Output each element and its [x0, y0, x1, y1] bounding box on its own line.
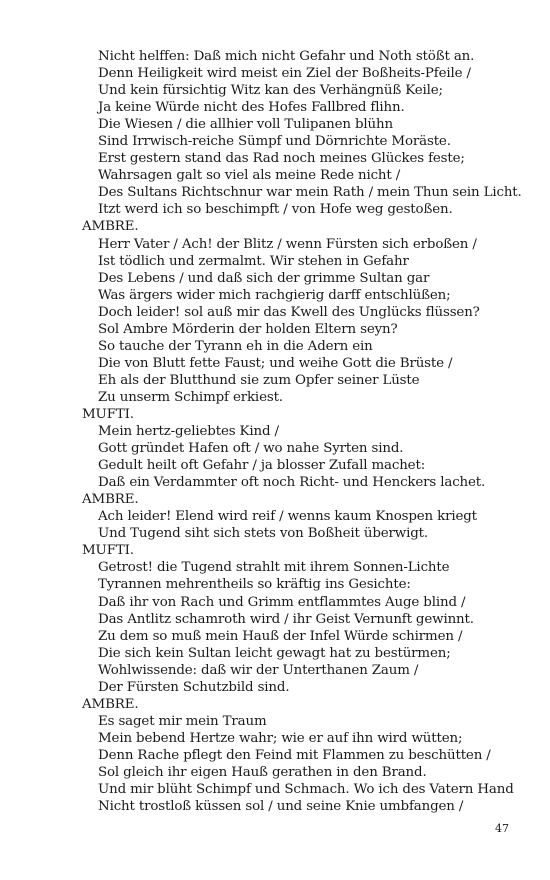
- verse-line: Und Tugend siht sich stets von Boßheit überwigt.: [98, 526, 428, 542]
- speaker-label: AMBRE.: [82, 696, 139, 712]
- verse-line: Erst gestern stand das Rad noch meines Glückes feste;: [98, 151, 465, 167]
- verse-line: Doch leider! sol auß mir das Kwell des Unglücks flüssen?: [98, 304, 480, 320]
- verse-line: Ja keine Würde nicht des Hofes Fallbred flihn.: [98, 100, 405, 116]
- verse-line: Sol gleich ihr eigen Hauß gerathen in den Brand.: [98, 764, 427, 780]
- verse-line: Denn Heiligkeit wird meist ein Ziel der Boßheits-Pfeile /: [98, 66, 471, 82]
- verse-line: Nicht helffen: Daß mich nicht Gefahr und Noth stößt an.: [98, 49, 475, 64]
- verse-line: Die sich kein Sultan leicht gewagt hat zu bestürmen;: [98, 645, 451, 661]
- page-number: 47: [495, 822, 509, 835]
- verse-line: Mein bebend Hertze wahr; wie er auf ihn wird wütten;: [98, 730, 463, 746]
- verse-line: Wohlwissende: daß wir der Unterthanen Zaum /: [98, 662, 419, 678]
- verse-line: Das Antlitz schamroth wird / ihr Geist Vernunft gewinnt.: [98, 611, 474, 627]
- verse-line: Tyrannen mehrentheils so kräftig ins Gesichte:: [98, 577, 411, 593]
- verse-line: Herr Vater / Ach! der Blitz / wenn Fürsten sich erboßen /: [98, 236, 477, 252]
- speaker-label: AMBRE.: [82, 492, 139, 508]
- verse-line: Wahrsagen galt so viel als meine Rede nicht /: [98, 168, 401, 184]
- verse-line: Was ärgers wider mich rachgierig darff entschlüßen;: [98, 287, 451, 303]
- verse-line: Des Lebens / und daß sich der grimme Sultan gar: [98, 270, 430, 286]
- verse-line: Die von Blutt fette Faust; und weihe Gott die Brüste /: [98, 355, 453, 371]
- verse-line: Gedult heilt oft Gefahr / ja blosser Zufall machet:: [98, 458, 426, 474]
- speaker-label: MUFTI.: [82, 543, 134, 559]
- verse-line: Ach leider! Elend wird reif / wenns kaum Knospen kriegt: [98, 509, 477, 525]
- verse-line: Zu unserm Schimpf erkiest.: [98, 389, 283, 405]
- verse-line: Getrost! die Tugend strahlt mit ihrem Sonnen-Lichte: [98, 560, 450, 576]
- verse-line: Der Fürsten Schutzbild sind.: [98, 679, 290, 695]
- verse-line: Denn Rache pflegt den Feind mit Flammen zu beschütten /: [98, 747, 491, 763]
- verse-line: Itzt werd ich so beschimpft / von Hofe weg gestoßen.: [98, 202, 453, 218]
- page-text: [82, 48, 522, 815]
- speaker-label: MUFTI.: [82, 406, 134, 422]
- verse-line: Die Wiesen / die allhier voll Tulipanen blühn: [98, 117, 393, 133]
- verse-line: Mein hertz-geliebtes Kind /: [98, 424, 279, 440]
- verse-line: So tauche der Tyrann eh in die Adern ein: [98, 338, 373, 354]
- verse-line: Gott gründet Hafen oft / wo nahe Syrten sind.: [98, 441, 404, 457]
- speaker-label: AMBRE.: [82, 219, 139, 235]
- verse-line: Und kein fürsichtig Witz kan des Verhängnüß Keile;: [98, 83, 443, 99]
- verse-line: Ist tödlich und zermalmt. Wir stehen in Gefahr: [98, 253, 409, 269]
- verse-line: Nicht trostloß küssen sol / und seine Knie umbfangen /: [98, 799, 464, 815]
- verse-line: Daß ihr von Rach und Grimm entflammtes Auge blind /: [98, 594, 466, 610]
- verse-line: Es saget mir mein Traum: [98, 713, 267, 729]
- verse-line: Sind Irrwisch-reiche Sümpf und Dörnrichte Moräste.: [98, 134, 451, 150]
- verse-line: Zu dem so muß mein Hauß der Infel Würde schirmen /: [98, 628, 463, 644]
- verse-line: Eh als der Blutthund sie zum Opfer seiner Lüste: [98, 372, 420, 388]
- verse-line: Sol Ambre Mörderin der holden Eltern seyn?: [98, 321, 398, 337]
- verse-line: Des Sultans Richtschnur war mein Rath / mein Thun sein Licht.: [98, 185, 522, 201]
- verse-line: Und mir blüht Schimpf und Schmach. Wo ich des Vatern Hand: [98, 782, 514, 798]
- verse-line: Daß ein Verdammter oft noch Richt- und Henckers lachet.: [98, 475, 486, 491]
